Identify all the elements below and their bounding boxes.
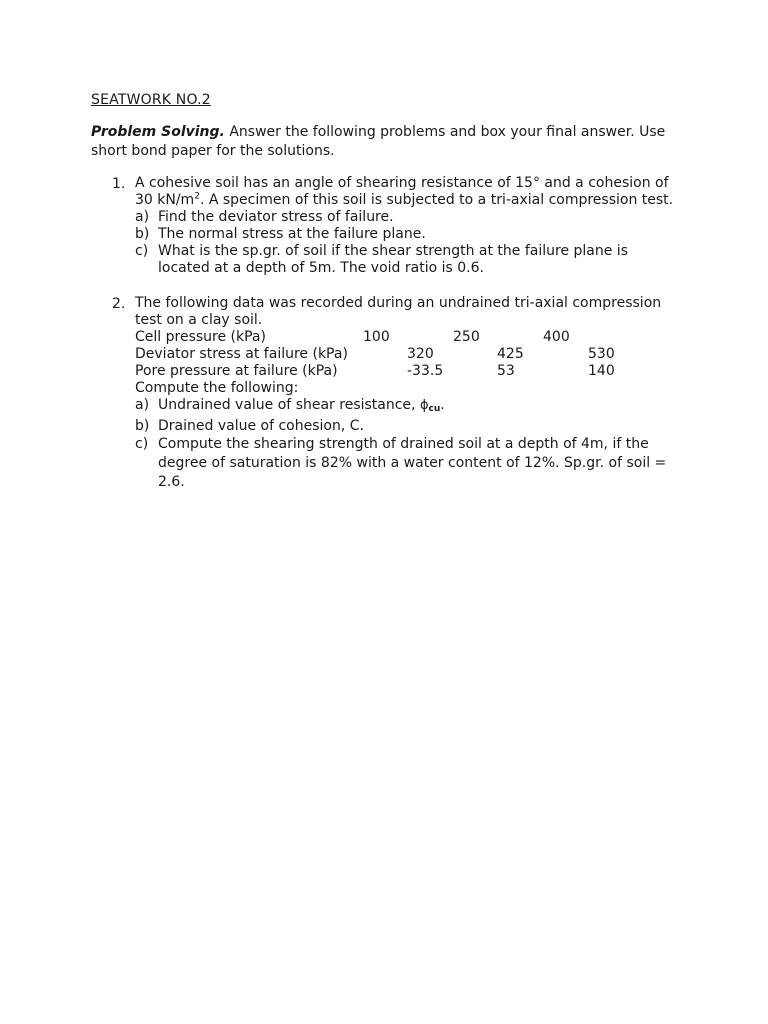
row-value: 530: [588, 346, 615, 362]
sub-item-label: b): [135, 226, 150, 242]
row-value: 250: [453, 329, 480, 345]
phi-subscript: cu: [428, 404, 441, 414]
sub-item-text: Undrained value of shear resistance,: [158, 397, 420, 413]
problem-text-line2: test on a clay soil.: [135, 312, 263, 328]
row-value: 400: [543, 329, 570, 345]
instructions: [91, 123, 691, 161]
row-value: 100: [363, 329, 390, 345]
problem-text-line2: [135, 192, 683, 209]
row-value: 425: [497, 346, 524, 362]
sub-item-a: [135, 209, 683, 226]
sub-item-b: [135, 226, 683, 243]
row-value: 320: [407, 346, 434, 362]
sub-item-a: [135, 397, 683, 418]
data-row-pore-pressure: [135, 363, 683, 380]
row-label: Deviator stress at failure (kPa): [135, 346, 348, 362]
sub-item-c: [135, 243, 683, 277]
problem-text-part: 30 kN/m: [135, 192, 195, 208]
instructions-lead: Problem Solving.: [91, 124, 225, 140]
instructions-text-line2: short bond paper for the solutions.: [91, 143, 335, 159]
page-title: SEATWORK NO.2: [91, 92, 211, 108]
superscript: 2: [194, 191, 200, 202]
sub-item-label: a): [135, 397, 150, 413]
problem-body: [135, 295, 683, 492]
sub-item-label: c): [135, 243, 149, 259]
row-label: Pore pressure at failure (kPa): [135, 363, 338, 379]
sub-item-text: Find the deviator stress of failure.: [158, 209, 394, 225]
sub-item-label: c): [135, 436, 149, 452]
sub-item-suffix: .: [440, 397, 445, 413]
sub-item-text: What is the sp.gr. of soil if the shear strength at the failure plane is located at a depth of 5m. The void ratio is 0.6.: [158, 243, 628, 276]
data-row-deviator-stress: [135, 346, 683, 363]
row-label: Cell pressure (kPa): [135, 329, 266, 345]
sub-item-b: [135, 418, 683, 435]
compute-heading: Compute the following:: [135, 380, 299, 396]
sub-item-label: a): [135, 209, 150, 225]
problem-text-part: . A specimen of this soil is subjected to a tri-axial compression test.: [199, 192, 674, 208]
row-value: -33.5: [407, 363, 444, 379]
phi-symbol: ϕ: [419, 398, 429, 413]
data-row-cell-pressure: [135, 329, 683, 346]
problem-number: 1.: [112, 176, 126, 192]
sub-item-text: Compute the shearing strength of drained soil at a depth of 4m, if the degree of saturation is 82% with a water content of 12%. Sp.gr. of soil = 2.6.: [158, 436, 667, 490]
sub-item-text: Drained value of cohesion, C.: [158, 418, 364, 434]
row-value: 53: [497, 363, 515, 379]
instructions-text-line1: Answer the following problems and box your final answer. Use: [224, 124, 666, 140]
problem-text-line1: The following data was recorded during an undrained tri-axial compression: [135, 295, 662, 311]
problem-body: [135, 175, 683, 277]
sub-item-label: b): [135, 418, 150, 434]
sub-item-c: [135, 435, 683, 492]
problem-number: 2.: [112, 296, 126, 312]
row-value: 140: [588, 363, 615, 379]
problem-text-line1: A cohesive soil has an angle of shearing resistance of 15° and a cohesion of: [135, 175, 669, 191]
sub-item-text: The normal stress at the failure plane.: [158, 226, 426, 242]
